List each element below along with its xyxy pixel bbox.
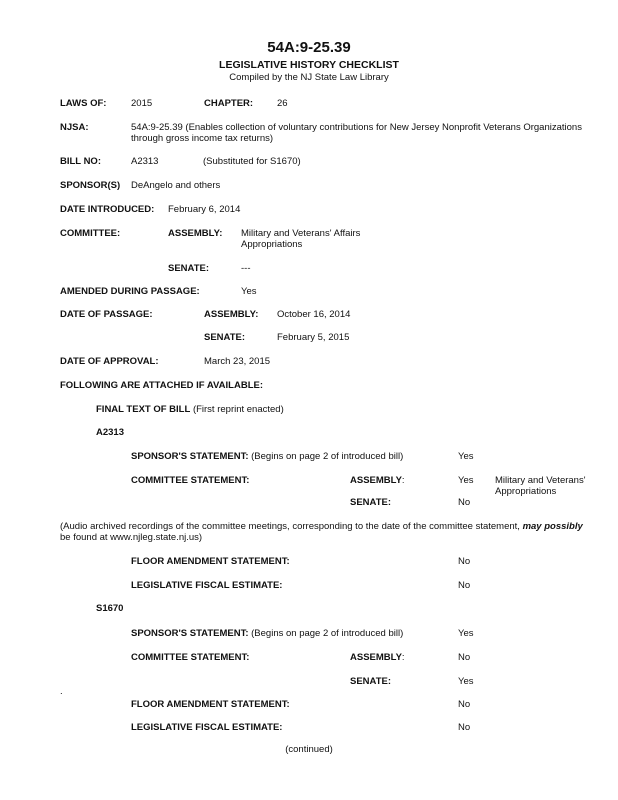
continued-note: (continued) xyxy=(285,744,333,755)
laws-of-value: 2015 xyxy=(131,98,153,109)
a2313-fiscal-value: No xyxy=(458,580,471,591)
a2313-senate-label: SENATE: xyxy=(350,497,391,508)
passage-assembly-value: October 16, 2014 xyxy=(277,309,351,320)
a2313-label: A2313 xyxy=(96,427,124,438)
s1670-assembly-value: No xyxy=(458,652,471,663)
passage-senate-label: SENATE: xyxy=(204,332,245,343)
final-text-label: FINAL TEXT OF BILL xyxy=(96,404,191,415)
s1670-sponsor-note: (Begins on page 2 of introduced bill) xyxy=(251,628,404,639)
s1670-senate-value: Yes xyxy=(458,676,474,687)
audio-note-line2: be found at www.njleg.state.nj.us) xyxy=(60,532,203,543)
s1670-senate-label: SENATE: xyxy=(350,676,391,687)
committee-assembly-value-1: Military and Veterans' Affairs xyxy=(241,228,361,239)
sponsor-value: DeAngelo and others xyxy=(131,180,221,191)
chapter-label: CHAPTER: xyxy=(204,98,254,109)
a2313-assembly-label: ASSEMBLY xyxy=(350,475,402,486)
a2313-committee-label: COMMITTEE STATEMENT: xyxy=(131,475,250,486)
njsa-value-line2: through gross income tax returns) xyxy=(131,133,274,144)
a2313-senate-value: No xyxy=(458,497,471,508)
date-introduced-label: DATE INTRODUCED: xyxy=(60,204,155,215)
s1670-committee-assembly xyxy=(350,652,405,663)
audio-note-emphasis: may possibly xyxy=(522,521,583,532)
a2313-sponsor-value: Yes xyxy=(458,451,474,462)
sponsor-label: SPONSOR(S) xyxy=(60,180,121,191)
audio-note-text: (Audio archived recordings of the committee meetings, corresponding to the date of the committee statement, xyxy=(60,521,520,532)
s1670-fiscal-value: No xyxy=(458,722,471,733)
a2313-fiscal-label: LEGISLATIVE FISCAL ESTIMATE: xyxy=(131,580,283,591)
following-label: FOLLOWING ARE ATTACHED IF AVAILABLE: xyxy=(60,380,263,391)
date-introduced-value: February 6, 2014 xyxy=(168,204,241,215)
a2313-floor-label: FLOOR AMENDMENT STATEMENT: xyxy=(131,556,290,567)
s1670-fiscal-label: LEGISLATIVE FISCAL ESTIMATE: xyxy=(131,722,283,733)
amended-label: AMENDED DURING PASSAGE: xyxy=(60,286,200,297)
a2313-sponsor-note: (Begins on page 2 of introduced bill) xyxy=(251,451,404,462)
committee-senate-label: SENATE: xyxy=(168,263,209,274)
njsa-value-line1: 54A:9-25.39 (Enables collection of voluntary contributions for New Jersey Nonprofit Veterans Organizations xyxy=(131,122,582,133)
approval-label: DATE OF APPROVAL: xyxy=(60,356,159,367)
approval-value: March 23, 2015 xyxy=(204,356,271,367)
s1670-sponsor-label: SPONSOR'S STATEMENT: xyxy=(131,628,249,639)
passage-senate-value: February 5, 2015 xyxy=(277,332,350,343)
a2313-floor-value: No xyxy=(458,556,471,567)
final-text-note: (First reprint enacted) xyxy=(192,404,284,415)
a2313-assembly-detail-1: Military and Veterans' xyxy=(495,475,586,486)
a2313-sponsor-row xyxy=(131,451,403,462)
s1670-floor-value: No xyxy=(458,699,471,710)
s1670-committee-label: COMMITTEE STATEMENT: xyxy=(131,652,250,663)
committee-senate-value: --- xyxy=(241,263,251,274)
a2313-assembly-detail-2: Appropriations xyxy=(495,486,557,497)
stray-dot: . xyxy=(60,686,63,697)
a2313-assembly-colon: : xyxy=(401,475,405,486)
committee-assembly-label: ASSEMBLY: xyxy=(168,228,223,239)
committee-label: COMMITTEE: xyxy=(60,228,121,239)
amended-value: Yes xyxy=(241,286,257,297)
bill-no-label: BILL NO: xyxy=(60,156,101,167)
a2313-assembly-value: Yes xyxy=(458,475,474,486)
committee-assembly-value-2: Appropriations xyxy=(241,239,303,250)
s1670-floor-label: FLOOR AMENDMENT STATEMENT: xyxy=(131,699,290,710)
passage-assembly-label: ASSEMBLY: xyxy=(204,309,259,320)
njsa-label: NJSA: xyxy=(60,122,89,133)
chapter-value: 26 xyxy=(277,98,288,109)
bill-no-note: (Substituted for S1670) xyxy=(203,156,301,167)
a2313-committee-assembly xyxy=(350,475,405,486)
audio-note-line1 xyxy=(60,521,583,532)
passage-label: DATE OF PASSAGE: xyxy=(60,309,153,320)
s1670-assembly-colon: : xyxy=(401,652,405,663)
final-text-row xyxy=(96,404,284,415)
bill-no-value: A2313 xyxy=(131,156,159,167)
page-title: 54A:9-25.39 xyxy=(267,39,351,56)
s1670-label: S1670 xyxy=(96,603,124,614)
s1670-sponsor-row xyxy=(131,628,403,639)
a2313-sponsor-label: SPONSOR'S STATEMENT: xyxy=(131,451,249,462)
page-subtitle: LEGISLATIVE HISTORY CHECKLIST xyxy=(219,59,399,71)
s1670-sponsor-value: Yes xyxy=(458,628,474,639)
laws-of-label: LAWS OF: xyxy=(60,98,107,109)
s1670-assembly-label: ASSEMBLY xyxy=(350,652,402,663)
compiled-by: Compiled by the NJ State Law Library xyxy=(229,72,389,83)
